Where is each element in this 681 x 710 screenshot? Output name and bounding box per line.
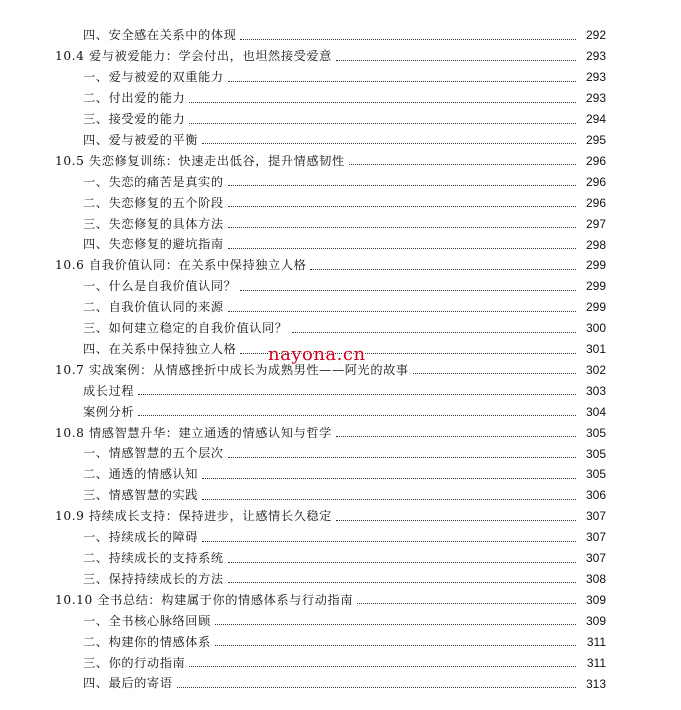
toc-entry-page-number: 311	[586, 655, 606, 670]
toc-subsection-entry[interactable]	[0, 130, 681, 151]
toc-entry-page-number: 305	[585, 425, 606, 440]
toc-entry-title: 四、爱与被爱的平衡	[83, 132, 199, 147]
toc-entry-title: 10.8 情感智慧升华：建立通透的情感认知与哲学	[55, 425, 332, 440]
toc-section-entry[interactable]	[0, 589, 681, 610]
dot-leader	[336, 519, 576, 521]
toc-entry-page-number: 301	[585, 342, 606, 357]
toc-entry-page-number: 293	[585, 70, 606, 85]
toc-section-entry[interactable]	[0, 422, 681, 443]
toc-subsection-entry[interactable]	[0, 610, 681, 631]
toc-entry-page-number: 294	[585, 112, 606, 127]
dot-leader	[349, 163, 576, 165]
toc-subsection-entry[interactable]	[0, 213, 681, 234]
dot-leader	[202, 142, 576, 144]
dot-leader	[228, 581, 576, 583]
toc-entry-page-number: 296	[585, 174, 606, 189]
dot-leader	[413, 372, 576, 374]
toc-entry-page-number: 303	[585, 383, 606, 398]
dot-leader	[228, 205, 576, 207]
toc-entry-page-number: 299	[585, 300, 606, 315]
toc-entry-page-number: 295	[585, 132, 606, 147]
dot-leader	[240, 38, 576, 40]
toc-entry-title: 三、你的行动指南	[83, 655, 186, 670]
toc-subsection-entry[interactable]	[0, 673, 681, 694]
dot-leader	[240, 289, 576, 291]
toc-entry-title: 二、持续成长的支持系统	[83, 551, 224, 565]
toc-entry-title: 一、情感智慧的五个层次	[83, 446, 224, 461]
toc-entry-title: 10.9 持续成长支持：保持进步，让感情长久稳定	[55, 509, 332, 524]
toc-subsection-entry[interactable]	[0, 88, 681, 109]
dot-leader	[202, 540, 576, 542]
dot-leader	[336, 59, 576, 61]
toc-entry-page-number: 306	[585, 488, 606, 503]
dot-leader	[138, 414, 576, 416]
toc-entry-page-number: 296	[585, 153, 606, 168]
toc-entry-title: 三、情感智慧的实践	[83, 488, 199, 503]
toc-entry-page-number: 302	[585, 362, 606, 377]
dot-leader	[310, 268, 576, 270]
toc-entry-page-number: 313	[585, 676, 606, 691]
toc-entry-page-number: 293	[585, 49, 606, 64]
dot-leader	[228, 226, 576, 228]
dot-leader	[292, 331, 576, 333]
toc-entry-title: 一、爱与被爱的双重能力	[83, 70, 224, 85]
toc-entry-page-number: 292	[585, 28, 606, 43]
dot-leader	[215, 644, 576, 646]
toc-section-entry[interactable]	[0, 255, 681, 276]
toc-subsection-entry[interactable]	[0, 443, 681, 464]
toc-subsection-entry[interactable]	[0, 297, 681, 318]
toc-entry-title: 案例分析	[83, 404, 135, 419]
toc-entry-page-number: 307	[585, 551, 606, 566]
toc-entry-title: 三、保持持续成长的方法	[83, 571, 224, 586]
toc-entry-page-number: 307	[585, 509, 606, 524]
toc-subsection-entry[interactable]	[0, 276, 681, 297]
toc-entry-page-number: 293	[585, 91, 606, 106]
dot-leader	[336, 435, 576, 437]
dot-leader	[189, 665, 576, 667]
toc-entry-title: 成长过程	[83, 383, 135, 398]
dot-leader	[228, 80, 576, 82]
toc-entry-title: 二、构建你的情感体系	[83, 634, 211, 649]
toc-entry-page-number: 300	[585, 321, 606, 336]
toc-entry-title: 四、安全感在关系中的体现	[83, 28, 237, 43]
toc-subsection-entry[interactable]	[0, 464, 681, 485]
toc-entry-title: 二、失恋修复的五个阶段	[83, 195, 224, 210]
toc-entry-title: 四、最后的寄语	[83, 676, 173, 691]
toc-entry-page-number: 299	[585, 258, 606, 273]
toc-entry-page-number: 311	[586, 634, 606, 649]
dot-leader	[189, 122, 576, 124]
toc-subsection-entry[interactable]	[0, 527, 681, 548]
toc-entry-page-number: 307	[585, 530, 606, 545]
toc-entry-page-number: 309	[585, 613, 606, 628]
toc-entry-title: 10.6 自我价值认同：在关系中保持独立人格	[55, 258, 307, 273]
toc-subsection-entry[interactable]	[0, 380, 681, 401]
toc-section-entry[interactable]	[0, 46, 681, 67]
dot-leader	[357, 602, 576, 604]
dot-leader	[228, 456, 576, 458]
dot-leader	[228, 247, 576, 249]
toc-entry-title: 10.4 爱与被爱能力：学会付出，也坦然接受爱意	[55, 49, 332, 64]
toc-entry-title: 三、失恋修复的具体方法	[83, 216, 224, 231]
dot-leader	[189, 101, 576, 103]
toc-subsection-entry[interactable]	[0, 318, 681, 339]
toc-entry-page-number: 297	[585, 216, 606, 231]
toc-entry-page-number: 304	[585, 404, 606, 419]
toc-section-entry[interactable]	[0, 506, 681, 527]
dot-leader	[138, 393, 576, 395]
toc-entry-page-number: 305	[585, 446, 606, 461]
toc-entry-title: 四、在关系中保持独立人格	[83, 341, 237, 356]
toc-subsection-entry[interactable]	[0, 67, 681, 88]
toc-entry-title: 10.7 实战案例：从情感挫折中成长为成熟男性——阿光的故事	[55, 362, 409, 377]
toc-entry-title: 二、付出爱的能力	[83, 91, 186, 106]
toc-subsection-entry[interactable]	[0, 631, 681, 652]
toc-entry-title: 10.5 失恋修复训练：快速走出低谷，提升情感韧性	[55, 153, 345, 168]
toc-entry-page-number: 296	[585, 195, 606, 210]
toc-entry-page-number: 309	[585, 592, 606, 607]
toc-subsection-entry[interactable]	[0, 192, 681, 213]
toc-subsection-entry[interactable]	[0, 548, 681, 569]
toc-entry-page-number: 299	[585, 279, 606, 294]
toc-entry-page-number: 305	[585, 467, 606, 482]
toc-subsection-entry[interactable]	[0, 25, 681, 46]
toc-entry-title: 一、失恋的痛苦是真实的	[83, 174, 224, 189]
toc-entry-title: 二、通透的情感认知	[83, 467, 199, 482]
dot-leader	[202, 477, 576, 479]
toc-subsection-entry[interactable]	[0, 109, 681, 130]
toc-entry-title: 一、全书核心脉络回顾	[83, 613, 211, 628]
toc-section-entry[interactable]	[0, 150, 681, 171]
toc-subsection-entry[interactable]	[0, 401, 681, 422]
toc-subsection-entry[interactable]	[0, 569, 681, 590]
dot-leader	[228, 561, 576, 563]
toc-entry-title: 一、什么是自我价值认同？	[83, 279, 237, 294]
toc-subsection-entry[interactable]	[0, 234, 681, 255]
watermark: nayona.cn	[268, 344, 366, 365]
dot-leader	[228, 184, 576, 186]
dot-leader	[177, 686, 576, 688]
toc-entry-title: 三、接受爱的能力	[83, 111, 186, 126]
dot-leader	[215, 623, 576, 625]
dot-leader	[202, 498, 576, 500]
toc-entry-title: 10.10 全书总结：构建属于你的情感体系与行动指南	[55, 592, 354, 607]
toc-entry-page-number: 308	[585, 572, 606, 587]
dot-leader	[228, 310, 576, 312]
toc-subsection-entry[interactable]	[0, 485, 681, 506]
toc-subsection-entry[interactable]	[0, 652, 681, 673]
toc-entry-title: 四、失恋修复的避坑指南	[83, 237, 224, 252]
toc-subsection-entry[interactable]	[0, 171, 681, 192]
toc-entry-page-number: 298	[585, 237, 606, 252]
toc-entry-title: 三、如何建立稳定的自我价值认同？	[83, 321, 288, 336]
toc-entry-title: 二、自我价值认同的来源	[83, 300, 224, 315]
toc-entry-title: 一、持续成长的障碍	[83, 530, 199, 545]
